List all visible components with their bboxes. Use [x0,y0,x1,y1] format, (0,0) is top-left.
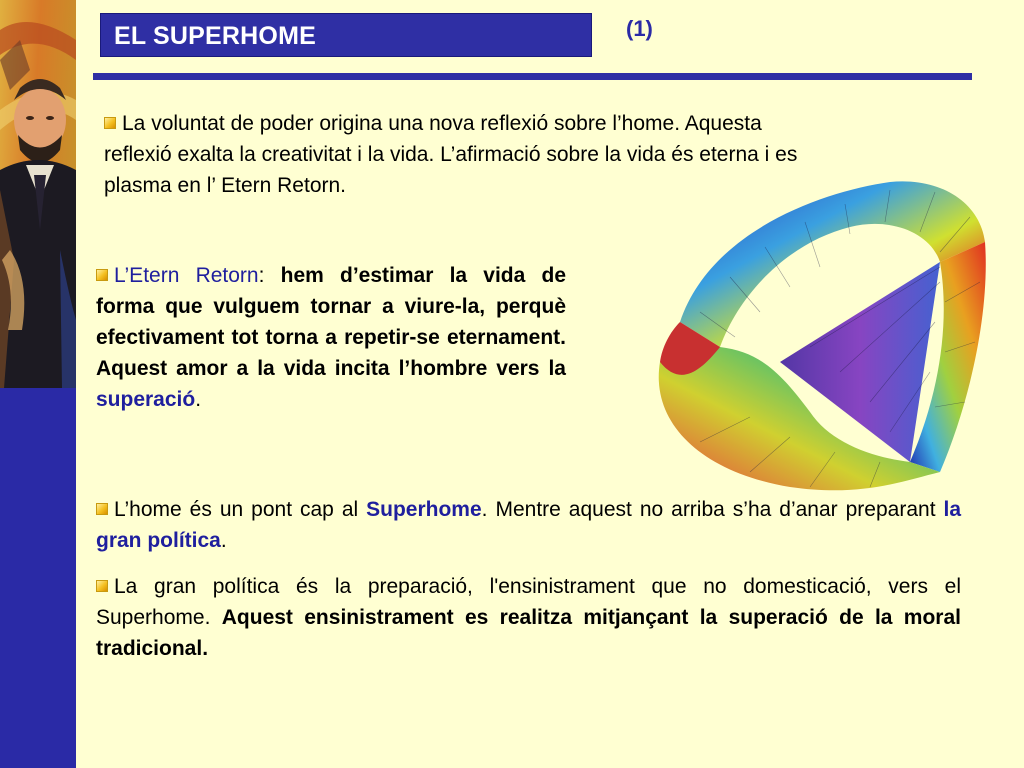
term-gran-politica: la gran política [96,498,962,552]
period: . [195,388,202,411]
paragraph-etern-retorn [96,260,566,415]
period: . [220,529,227,552]
paragraph-superhome [96,494,961,556]
gran-politica-lead: La gran política és la preparació, l'ensinistrament que no domesticació, vers el Superhome. [96,575,961,629]
term-superacio: superació [96,388,196,411]
portrait-painting [0,0,76,388]
term-etern-retorn: L’Etern Retorn [114,264,259,287]
header-divider [93,73,972,80]
paragraph-voluntat-text: La voluntat de poder origina una nova reflexió sobre l’home. Aquesta reflexió exalta la creativitat i la vida. L’afirmació sobre la vida és eterna i es plasma en l’ Etern Retorn. [104,112,798,197]
colon: : [258,264,265,287]
square-bullet-icon [104,117,116,129]
square-bullet-icon [96,503,108,515]
square-bullet-icon [96,580,108,592]
gran-politica-bold: Aquest ensinistrament es realitza mitjançant la superació de la moral tradicional. [96,606,961,660]
term-superhome: Superhome [366,498,482,521]
slide-number: (1) [626,16,653,41]
superhome-middle: . Mentre aquest no arriba s’ha d’anar preparant [481,498,944,521]
title-banner [100,13,592,57]
etern-retorn-definition: hem d’estimar la vida de forma que vulguem tornar a viure-la, perquè efectivament tot torna a repetir-se eternament. Aquest amor a la vida incita l’hombre vers la [96,264,567,380]
slide-title: EL SUPERHOME [114,22,316,50]
superhome-lead: L’home és un pont cap al [114,498,367,521]
paragraph-gran-politica [96,571,961,664]
square-bullet-icon [96,269,108,281]
mobius-strip-illustration [640,172,988,498]
